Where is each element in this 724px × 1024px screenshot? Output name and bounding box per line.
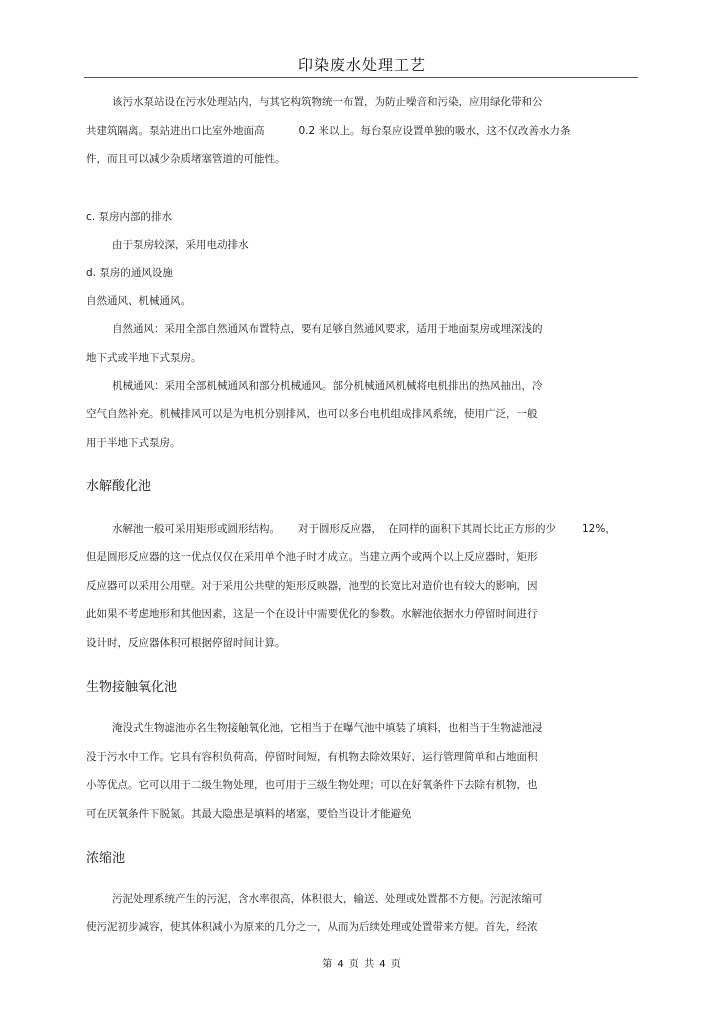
section-heading: 水解酸化池 — [86, 479, 152, 494]
body-text: 12%， — [582, 523, 616, 535]
body-text: 水解池一般可采用矩形或圆形结构。 — [112, 523, 280, 535]
header-rule — [84, 77, 638, 78]
body-line: 可在厌氧条件下脱氮。其最大隐患是填料的堵塞，要恰当设计才能避免 — [86, 808, 412, 820]
body-line — [86, 124, 571, 138]
body-line: 设计时，反应器体积可根据停留时间计算。 — [86, 637, 286, 649]
body-line: 淹没式生物滤池亦名生物接触氧化池，它相当于在曝气池中填装了填料，也相当于生物滤池浸 — [112, 722, 543, 734]
section-heading: 生物接触氧化池 — [86, 680, 178, 695]
subsection-title: c. 泵房内部的排水 — [86, 211, 172, 223]
body-line: 使污泥初步减容，使其体积减小为原来的几分之一，从而为后续处理或处置带来方便。首先，经浓 — [86, 921, 538, 933]
body-line: 用于半地下式泵房。 — [86, 437, 181, 449]
body-text: 在同样的面积下其周长比正方形的少 — [388, 523, 556, 535]
body-line: 污泥处理系统产生的污泥，含水率很高，体积很大，输送、处理或处置都不方便。污泥浓缩可 — [112, 893, 543, 905]
body-text: 对于圆形反应器， — [298, 523, 382, 535]
body-line — [112, 522, 616, 536]
subsection-title: d. 泵房的通风设施 — [86, 267, 173, 279]
body-line: 自然通风、机械通风。 — [86, 295, 191, 307]
page-number: 第 4 页 共 4 页 — [322, 959, 402, 970]
body-line: 由于泵房较深，采用电动排水 — [112, 239, 249, 251]
body-line: 件，而且可以减少杂质堵塞管道的可能性。 — [86, 153, 286, 165]
page-title: 印染废水处理工艺 — [297, 56, 426, 74]
body-text: 0.2 米以上。每台泵应设置单独的吸水，这不仅改善水力条 — [298, 125, 571, 137]
section-heading: 浓缩池 — [86, 851, 126, 866]
body-line: 机械通风：采用全部机械通风和部分机械通风。部分机械通风机械将电机排出的热风抽出，冷 — [112, 380, 543, 392]
body-text: 共建筑隔离。泵站进出口比室外地面高 — [86, 125, 265, 137]
body-line: 没于污水中工作。它具有容积负荷高，停留时间短，有机物去除效果好，运行管理简单和占地面积 — [86, 751, 538, 763]
body-line: 空气自然补充。机械排风可以是为电机分别排风，也可以多台电机组成排风系统，使用广泛，一般 — [86, 408, 538, 420]
body-line: 小等优点。它可以用于二级生物处理，也可用于三级生物处理；可以在好氧条件下去除有机物，也 — [86, 779, 538, 791]
body-line: 此如果不考虑地形和其他因素，这是一个在设计中需要优化的参数。水解池依据水力停留时间进行 — [86, 608, 538, 620]
body-line: 自然通风：采用全部自然通风布置特点，要有足够自然通风要求，适用于地面泵房或埋深浅的 — [112, 323, 543, 335]
body-line: 该污水泵站设在污水处理站内，与其它构筑物统一布置，为防止噪音和污染，应用绿化带和公 — [112, 96, 543, 108]
body-line: 反应器可以采用公用壁。对于采用公共壁的矩形反映器，池型的长宽比对造价也有较大的影响，因 — [86, 580, 538, 592]
body-line: 但是圆形反应器的这一优点仅仅在采用单个池子时才成立。当建立两个或两个以上反应器时，矩形 — [86, 551, 538, 563]
body-line: 地下式或半地下式泵房。 — [86, 352, 202, 364]
